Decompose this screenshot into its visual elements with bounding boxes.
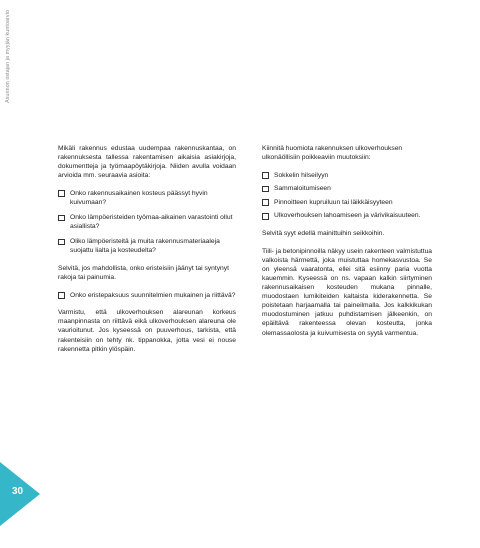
checklist-item xyxy=(58,189,236,207)
checklist-item xyxy=(262,211,432,220)
right-checklist xyxy=(262,171,432,221)
checklist-item xyxy=(262,171,432,180)
checkbox-icon xyxy=(262,186,269,193)
right-paragraph-3: Tiili- ja betonipinnoilla näkyy usein rakenteen valmistuttua valkoista härmettä, joka muistuttaa homekasvustoa. Se on yleensä vaaratonta, ellei sitä esiinny paria vuotta kauemmin. Kyseessä on ns. vapaan kalkin siirtyminen rakennusaikaisen kosteuden mukana pinnalle, muodostaen lumikiteiden kaltaista kiderakennetta. Se poistetaan harjaamalla tai paineilmalla. Jos kalkkikukan muodostuminen jatkuu puhdistamisen jälkeenkin, on epäiltävä rakenteessa olevan kosteutta, jonka olemassaolosta ja kuivumisesta on syytä varmentua. xyxy=(262,247,433,337)
checklist-item xyxy=(262,198,432,207)
checklist-item-text: Ulkoverhouksen lahoamiseen ja värivikaisuuteen. xyxy=(274,212,421,220)
page-number: 30 xyxy=(12,486,24,497)
left-column xyxy=(58,144,236,362)
left-paragraph-2: Selvitä, jos mahdollista, onko eristeisiin jäänyt tai syntynyt rakoja tai painumia. xyxy=(58,264,229,282)
checklist-item-text: Sammaloitumiseen xyxy=(274,185,331,193)
checkbox-icon xyxy=(58,190,65,197)
checklist-item xyxy=(58,291,236,300)
checkbox-icon xyxy=(58,239,65,246)
checkbox-icon xyxy=(262,172,269,179)
checklist-item-text: Sokkelin hilseilyyn xyxy=(274,171,329,179)
checklist-item xyxy=(58,213,236,231)
checklist-item-text: Onko rakennusaikainen kosteus päässyt hyvin kuivumaan? xyxy=(70,189,208,206)
right-intro-paragraph: Kiinnitä huomiota rakennuksen ulkoverhouksen ulkonäöllisiin poikkeaviin muutoksiin: xyxy=(262,145,403,162)
left-checklist-1 xyxy=(58,189,236,256)
checklist-item xyxy=(262,184,432,193)
left-checklist-2 xyxy=(58,291,236,300)
right-paragraph-2: Selvitä syyt edellä mainittuihin seikkoihin. xyxy=(262,230,385,238)
checklist-item-text: Pinnoitteen kupruiluun tai läikkäisyyteen xyxy=(274,198,393,206)
left-intro-paragraph: Mikäli rakennus edustaa uudempaa rakennuskantaa, on rakennuksesta tallessa rakentamisen aikaisia asiakirjoja, dokumentteja ja työmaapöytäkirjoja. Niiden avulla voidaan arvioida mm. seuraavia asioita: xyxy=(58,145,236,180)
side-header-text: Asunnon ostajan ja myyjän kuntoarvio xyxy=(5,10,11,103)
checkbox-icon xyxy=(58,292,65,299)
checklist-item-text: Oliko lämpöeristeitä ja muita rakennusmateriaaleja suojattu lialta ja kosteudelta? xyxy=(70,238,220,255)
checkbox-icon xyxy=(262,199,269,206)
checkbox-icon xyxy=(58,215,65,222)
right-column xyxy=(262,144,432,346)
checkbox-icon xyxy=(262,213,269,220)
left-paragraph-3: Varmistu, että ulkoverhouksen alareunan korkeus maanpinnasta on riittävä eikä ulkoverhouksen alareuna ole vaurioitunut. Jos kyseessä on puuverhous, tarkista, että rakenteisiin on tehty nk. tippanokka, jotta vesi ei nouse rakennetta pitkin ylöspäin. xyxy=(58,309,236,353)
checklist-item-text: Onko lämpöeristeiden työmaa-aikainen varastointi ollut asiallista? xyxy=(70,214,233,231)
side-header xyxy=(3,10,13,140)
checklist-item xyxy=(58,237,236,255)
checklist-item-text: Onko eristepaksuus suunnitelmien mukainen ja riittävä? xyxy=(70,291,236,299)
